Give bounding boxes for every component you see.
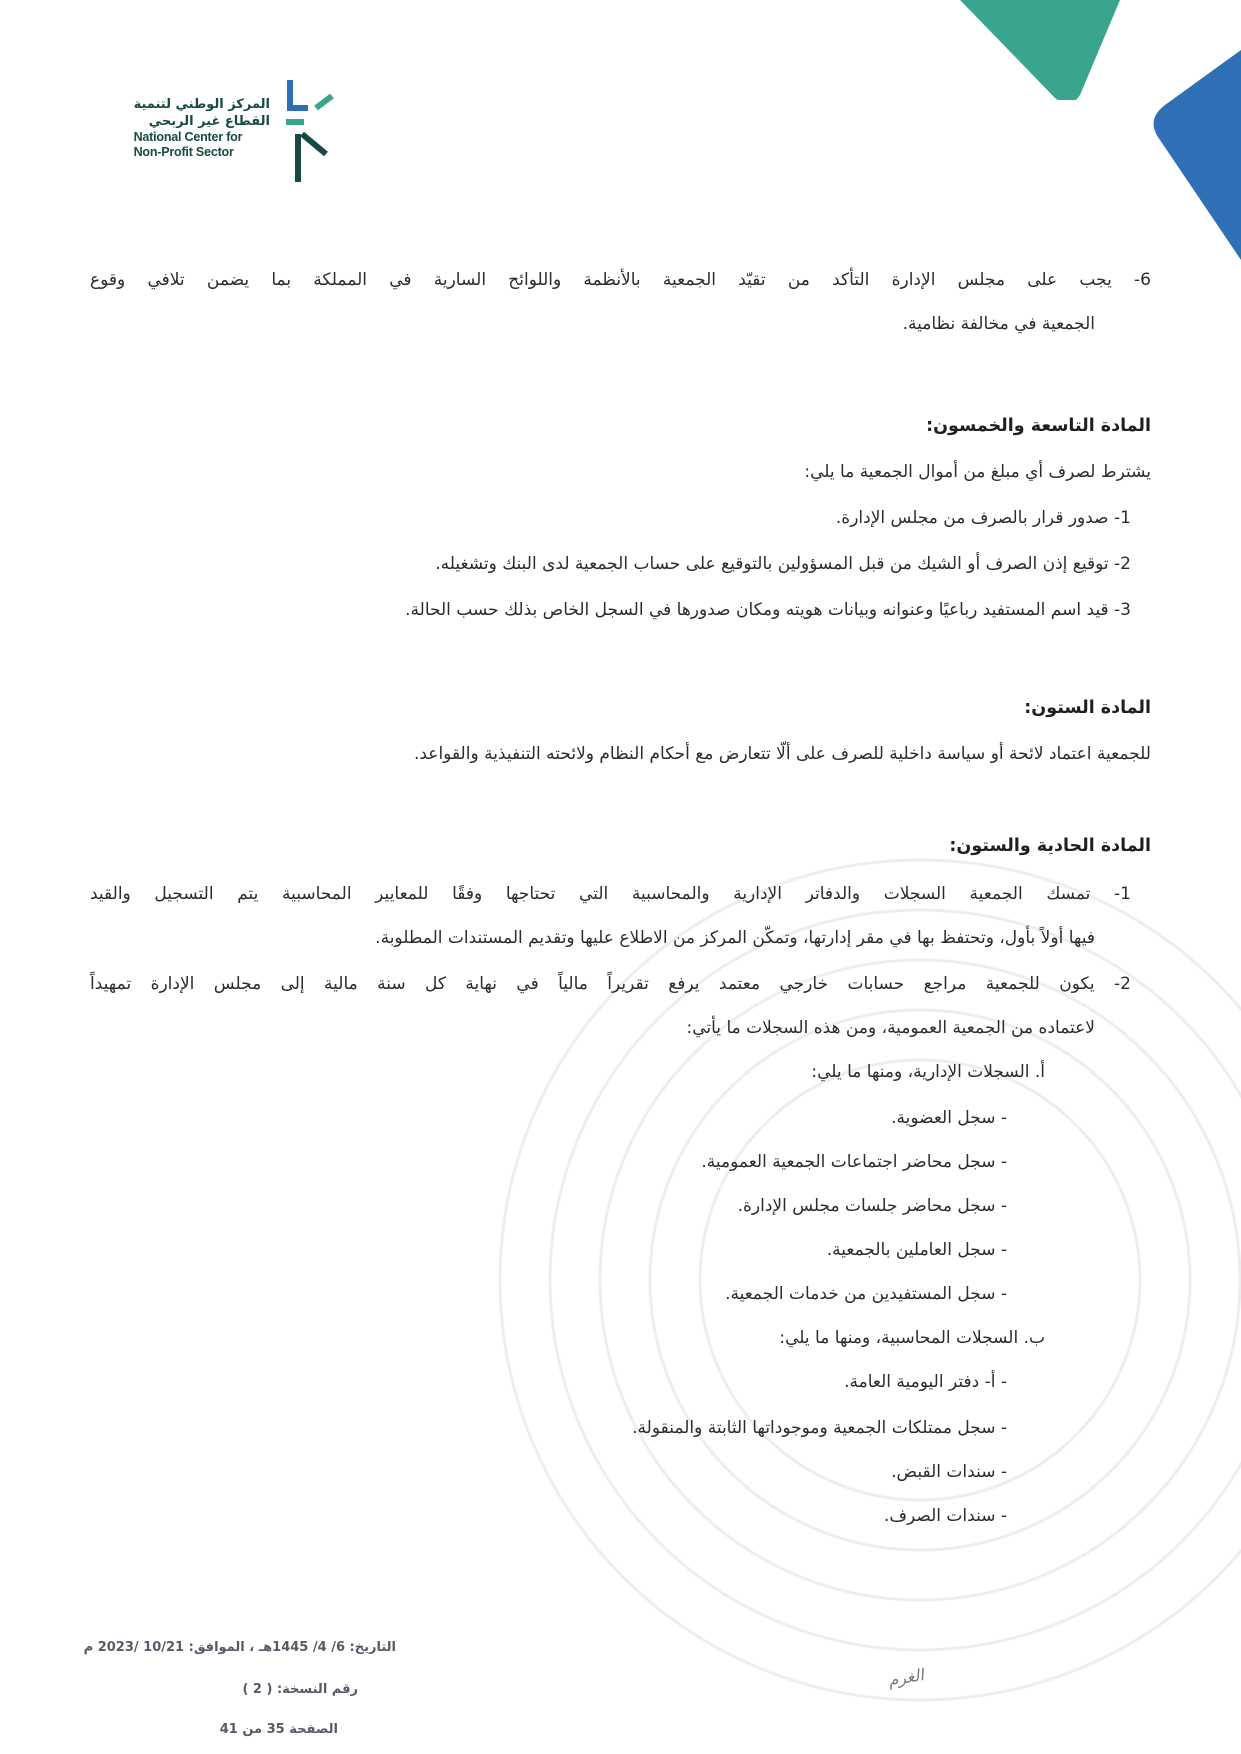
admin-record-item: - سجل العاملين بالجمعية. [826,1240,1007,1260]
admin-record-item: - سجل المستفيدين من خدمات الجمعية. [725,1284,1007,1304]
article59-item: 2- توقيع إذن الصرف أو الشيك من قبل المسؤولين بالتوقيع على حساب الجمعية لدى البنك وتشغيله. [435,554,1131,574]
logo-text [134,96,270,160]
admin-records-title: أ. السجلات الإدارية، ومنها ما يلي: [811,1062,1045,1082]
footer-version: رقم النسخة: ( 2 ) [242,1682,358,1697]
article59-heading: المادة التاسعة والخمسون: [926,416,1151,436]
corner-blue-shape [1140,50,1241,260]
logo-mark-icon [282,78,334,182]
finance-record-item: - سجل ممتلكات الجمعية وموجوداتها الثابتة والمنقولة. [632,1418,1007,1438]
article59-item: 3- قيد اسم المستفيد رباعيًا وعنوانه وبيانات هويته ومكان صدورها في السجل الخاص بذلك حسب الحالة. [405,600,1131,620]
admin-record-item: - سجل العضوية. [891,1108,1007,1128]
admin-record-item: - سجل محاضر جلسات مجلس الإدارة. [737,1196,1007,1216]
article61-item1-line1: 1- تمسك الجمعية السجلات والدفاتر الإدارية والمحاسبية التي تحتاجها وفقًا للمعايير المحاسبية يتم التسجيل والقيد [90,884,1131,904]
article59-intro: يشترط لصرف أي مبلغ من أموال الجمعية ما يلي: [804,462,1151,482]
finance-record-item: - سندات الصرف. [883,1506,1007,1526]
finance-record-item: - سندات القبض. [891,1462,1007,1482]
logo-name-en-line1: National Center for [133,130,243,144]
article59-item: 1- صدور قرار بالصرف من مجلس الإدارة. [835,508,1131,528]
finance-record-item: - أ- دفتر اليومية العامة. [844,1372,1007,1392]
article61-item2-line2: لاعتماده من الجمعية العمومية، ومن هذه السجلات ما يأتي: [686,1018,1095,1038]
article60-text: للجمعية اعتماد لائحة أو سياسة داخلية للصرف على ألّا تتعارض مع أحكام النظام ولائحته التنفيذية والقواعد. [413,744,1151,764]
logo-name-ar-line2: القطاع غير الربحي [148,114,270,129]
signature: الغرم [886,1665,926,1690]
admin-record-item: - سجل محاضر اجتماعات الجمعية العمومية. [701,1152,1007,1172]
logo-name-en-line2: Non-Profit Sector [133,145,234,159]
watermark-rings [300,720,1241,1754]
article61-heading: المادة الحادية والستون: [949,836,1151,856]
logo-name-ar-line1: المركز الوطني لتنمية [133,97,270,112]
article58-item6-line1: 6- يجب على مجلس الإدارة التأكد من تقيّد الجمعية بالأنظمة واللوائح السارية في المملكة بما يضمن تلافي وقوع [90,270,1151,290]
footer-date: التاريخ: 6/ 4/ 1445هـ ، الموافق: 10/21 /2023 م [83,1640,396,1655]
article61-item2-line1: 2- يكون للجمعية مراجع حسابات خارجي معتمد يرفع تقريراً مالياً في نهاية كل سنة مالية إلى مجلس الإدارة تمهيداً [90,974,1131,994]
article60-heading: المادة الستون: [1024,698,1151,718]
logo [94,78,334,186]
corner-teal-shape [960,0,1120,100]
finance-records-title: ب. السجلات المحاسبية، ومنها ما يلي: [779,1328,1045,1348]
article61-item1-line2: فيها أولاً بأول، وتحتفظ بها في مقر إدارتها، وتمكّن المركز من الاطلاع عليها وتقديم المستندات المطلوبة. [375,928,1095,948]
article58-item6-line2: الجمعية في مخالفة نظامية. [902,314,1095,334]
footer-page-number: الصفحة 35 من 41 [219,1722,338,1737]
